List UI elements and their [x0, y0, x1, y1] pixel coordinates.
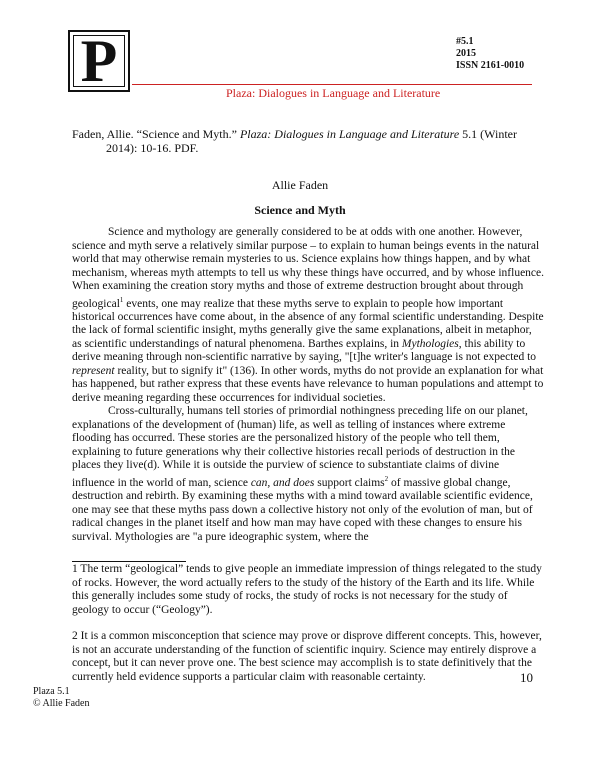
journal-title: Plaza: Dialogues in Language and Literature	[226, 86, 441, 100]
footnotes	[72, 563, 542, 697]
footer-copyright: © Allie Faden	[33, 698, 90, 709]
p1-text-d: reality, but to signify it" (136). In other words, myths do not provide an explanation for what has happened, but rather express that these events have relevance to human populations and attempt to derive meaning regarding these occurrences for individual societies.	[72, 364, 544, 404]
citation	[72, 127, 542, 155]
p1-text-c: , this ability to derive meaning through non-scientific narrative by saying, "[t]he writer's language is not expected to	[72, 337, 537, 364]
footnote-ref-2[interactable]: 2	[384, 474, 389, 483]
p1-italic-mythologies: Mythologies	[401, 337, 459, 350]
footnote-ref-1[interactable]: 1	[119, 295, 124, 304]
p2-italic: can, and does	[250, 476, 315, 489]
article-body	[72, 226, 544, 544]
footnote-2: 2 It is a common misconception that science may prove or disprove different concepts. This, however, is not an accurate understanding of the function of scientific inquiry. Science may entirely disprove a concept, but it can never prove one. The best science may accomplish is to state definitively that the currently held evidence supports a particular claim with reasonable certainty.	[72, 630, 542, 683]
p2-text-b: support claims	[314, 476, 385, 489]
page-footer	[33, 686, 89, 710]
logo-letter: P	[80, 28, 118, 94]
citation-part2: 5.1 (Winter	[459, 127, 518, 141]
p1-italic-represent: represent	[72, 364, 115, 377]
footer-journal: Plaza 5.1	[33, 686, 70, 697]
citation-part1: Faden, Allie. “Science and Myth.”	[72, 127, 240, 141]
p1-text-b: events, one may realize that these myths serve to explain to people how important historical occurrences have come about, in the absence of any formal scientific understanding. Despite the lack of formal scientific insight, myths generally give the same explanations, albeit in metaphor, as scientific understandings of natural phenomena. Barthes explains, in	[72, 297, 544, 350]
author-name: Allie Faden	[271, 178, 329, 192]
citation-journal: Plaza: Dialogues in Language and Literature	[239, 127, 460, 141]
issue-number: #5.1	[456, 36, 474, 47]
header-rule	[132, 84, 532, 85]
citation-line2: 2014): 10-16. PDF.	[106, 141, 199, 155]
journal-logo	[68, 30, 130, 92]
page-number: 10	[520, 670, 533, 685]
p2-text-c: of massive global change, destruction and rebirth. By examining these myths with a mind toward available scientific evidence, one may see that these myths pass down a collective history not only of the evolution of man, but of radical changes in the planet itself and how man may have coped with these changes to ensure his survival. Mythologies are "a pure ideographic system, where the	[72, 476, 533, 543]
p1-text-a: Science and mythology are generally considered to be at odds with one another. However, science and myth serve a relatively similar purpose – to explain to human beings events in the natural world that may otherwise remain mysteries to us. Science explains how things happen, and by what mechanism, whereas myth attempts to tell us why these things have occurred, and by whose influence. When examining the creation story myths and those of extreme destruction brought about through geological	[72, 226, 545, 310]
issue-meta	[456, 36, 524, 72]
footnote-1: 1 The term “geological” tends to give people an immediate impression of things relegated to the study of rocks. However, the word actually refers to the study of the history of the Earth and its life. While this generally includes some study of rocks, the study of rocks is not necessary for the study of geology to occur (“Geology”).	[72, 563, 542, 616]
article-title: Science and Myth	[254, 203, 346, 217]
issue-year: 2015	[456, 48, 476, 59]
paragraph-1	[72, 226, 544, 405]
footnote-rule	[72, 561, 186, 562]
issn: ISSN 2161-0010	[456, 60, 525, 71]
paragraph-2	[72, 405, 544, 544]
p2-text-a: Cross-culturally, humans tell stories of primordial nothingness preceding life on our planet, explanations of the development of (human) life, as well as telling of instances where extreme flooding has occurred. These stories are the personalized history of the people who tell them, explaining to future generations why their collective histories recall periods of destruction in the places they live(d). While it is outside the purview of science to substantiate claims of divine influence in the world of man, science	[72, 405, 528, 489]
